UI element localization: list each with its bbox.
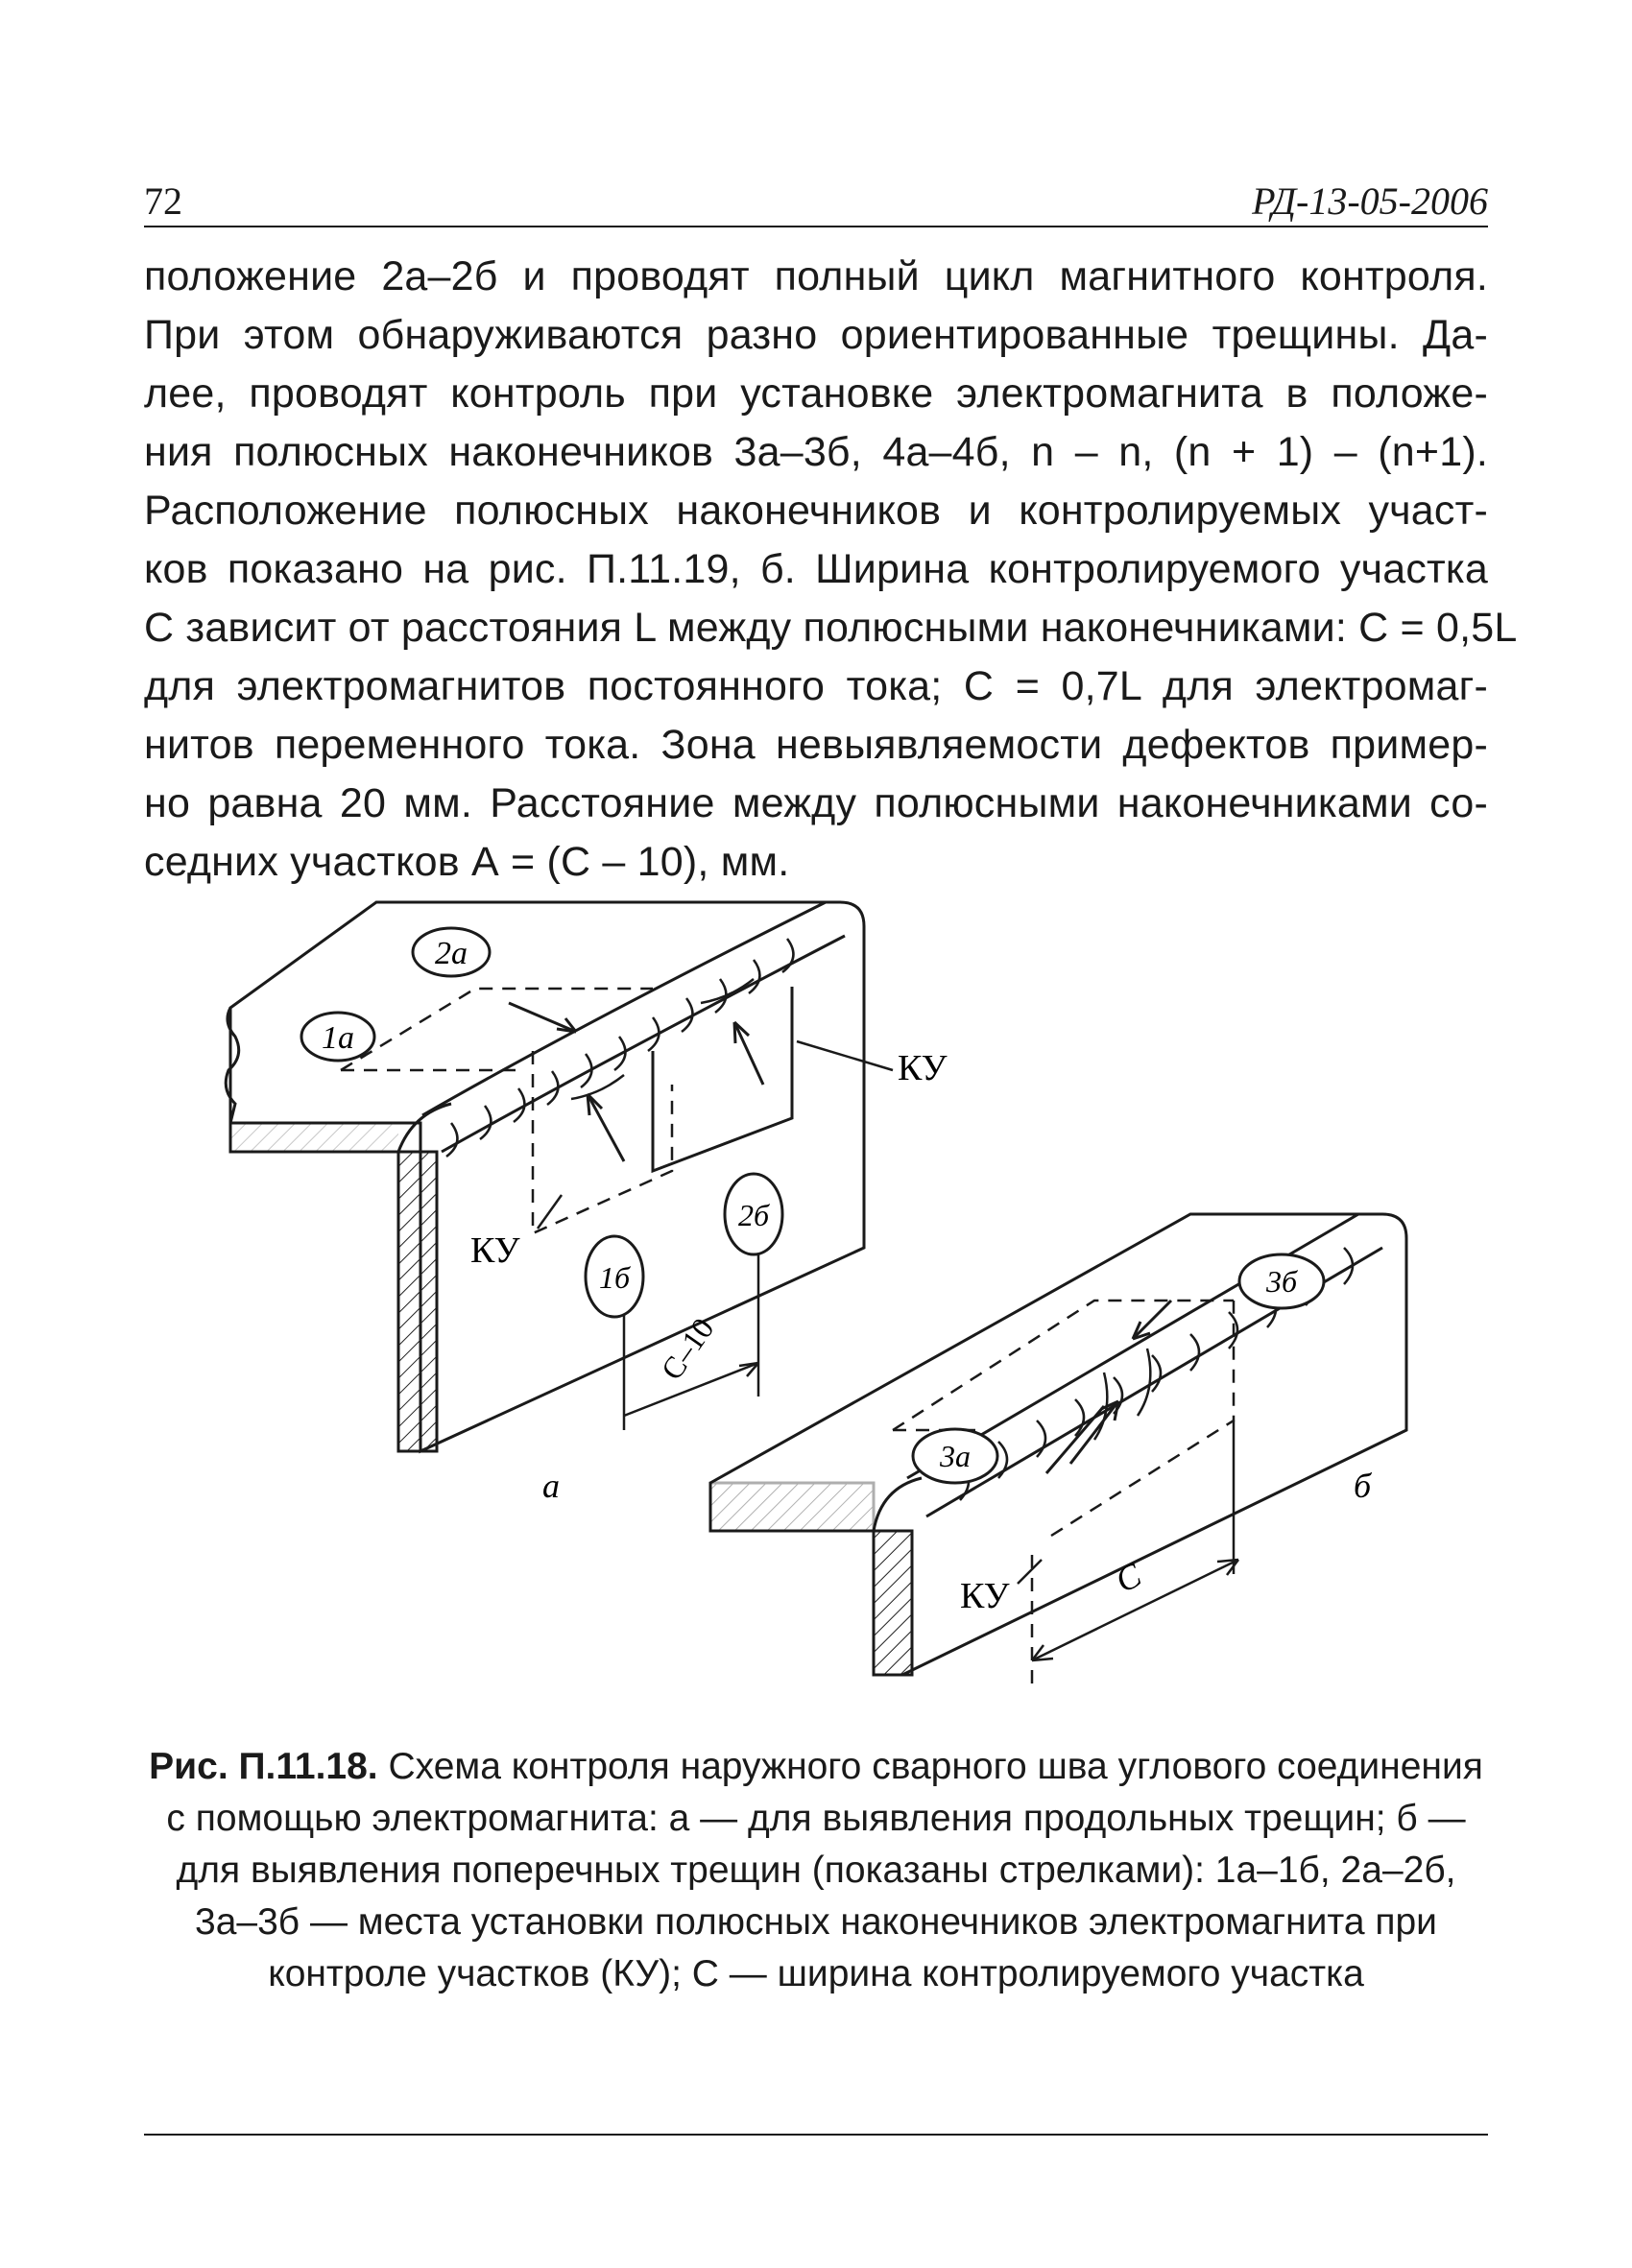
panel-b-label: б	[1354, 1467, 1372, 1505]
caption-title: Рис. П.11.18.	[149, 1746, 378, 1787]
body-line: но равна 20 мм. Расстояние между полюсными наконечниками со-	[144, 780, 1488, 826]
document-code: РД-13-05-2006	[1252, 179, 1488, 223]
body-line: Расположение полюсных наконечников и контролируемых участ-	[144, 488, 1488, 534]
panel-a-drawing	[226, 902, 893, 1451]
pole-1b-label: 1б	[598, 1260, 631, 1295]
header-rule	[144, 226, 1488, 227]
body-line: С зависит от расстояния L между полюсными наконечниками: С = 0,5L	[144, 605, 1518, 651]
figure-caption	[144, 1741, 1488, 2000]
body-line: При этом обнаруживаются разно ориентированные трещины. Да-	[144, 312, 1488, 358]
body-line: для электромагнитов постоянного тока; С = 0,7L для электромаг-	[144, 663, 1488, 709]
panel-a-label: а	[542, 1467, 560, 1505]
caption-text: Схема контроля наружного сварного шва углового соединения с помощью электромагнита: а — для выявления продольных трещин; б — для выявления поперечных трещин (показаны стрелками): 1а–1б, 2а–2б, 3а–3б — места установки полюсных наконечников электромагнита при контроле участков (КУ); С — ширина контролируемого участка	[166, 1746, 1483, 1994]
body-line: нитов переменного тока. Зона невыявляемости дефектов пример-	[144, 722, 1488, 768]
pole-3a-label: 3а	[940, 1439, 971, 1473]
weld-inspection-figure	[0, 864, 1632, 1728]
pole-3b-label: 3б	[1265, 1264, 1298, 1299]
body-line: ков показано на рис. П.11.19, б. Ширина контролируемого участка	[144, 546, 1488, 592]
dimension-label: С–10	[654, 1311, 721, 1387]
body-line: положение 2а–2б и проводят полный цикл магнитного контроля.	[144, 253, 1488, 299]
ku-label: КУ	[898, 1048, 948, 1088]
body-line: седних участков А = (С – 10), мм.	[144, 839, 790, 885]
body-paragraph	[144, 248, 1518, 892]
dimension-label: С	[1109, 1555, 1148, 1601]
footer-rule	[144, 2134, 1488, 2136]
pole-1a-label: 1а	[322, 1020, 354, 1056]
ku-label: КУ	[470, 1230, 520, 1271]
page-number: 72	[144, 179, 182, 223]
pole-2a-label: 2а	[435, 936, 468, 971]
pole-2b-label: 2б	[737, 1198, 770, 1232]
body-line: ния полюсных наконечников 3а–3б, 4а–4б, n – n, (n + 1) – (n+1).	[144, 429, 1488, 475]
body-line: лее, проводят контроль при установке электромагнита в положе-	[144, 370, 1488, 417]
ku-label: КУ	[960, 1576, 1010, 1616]
